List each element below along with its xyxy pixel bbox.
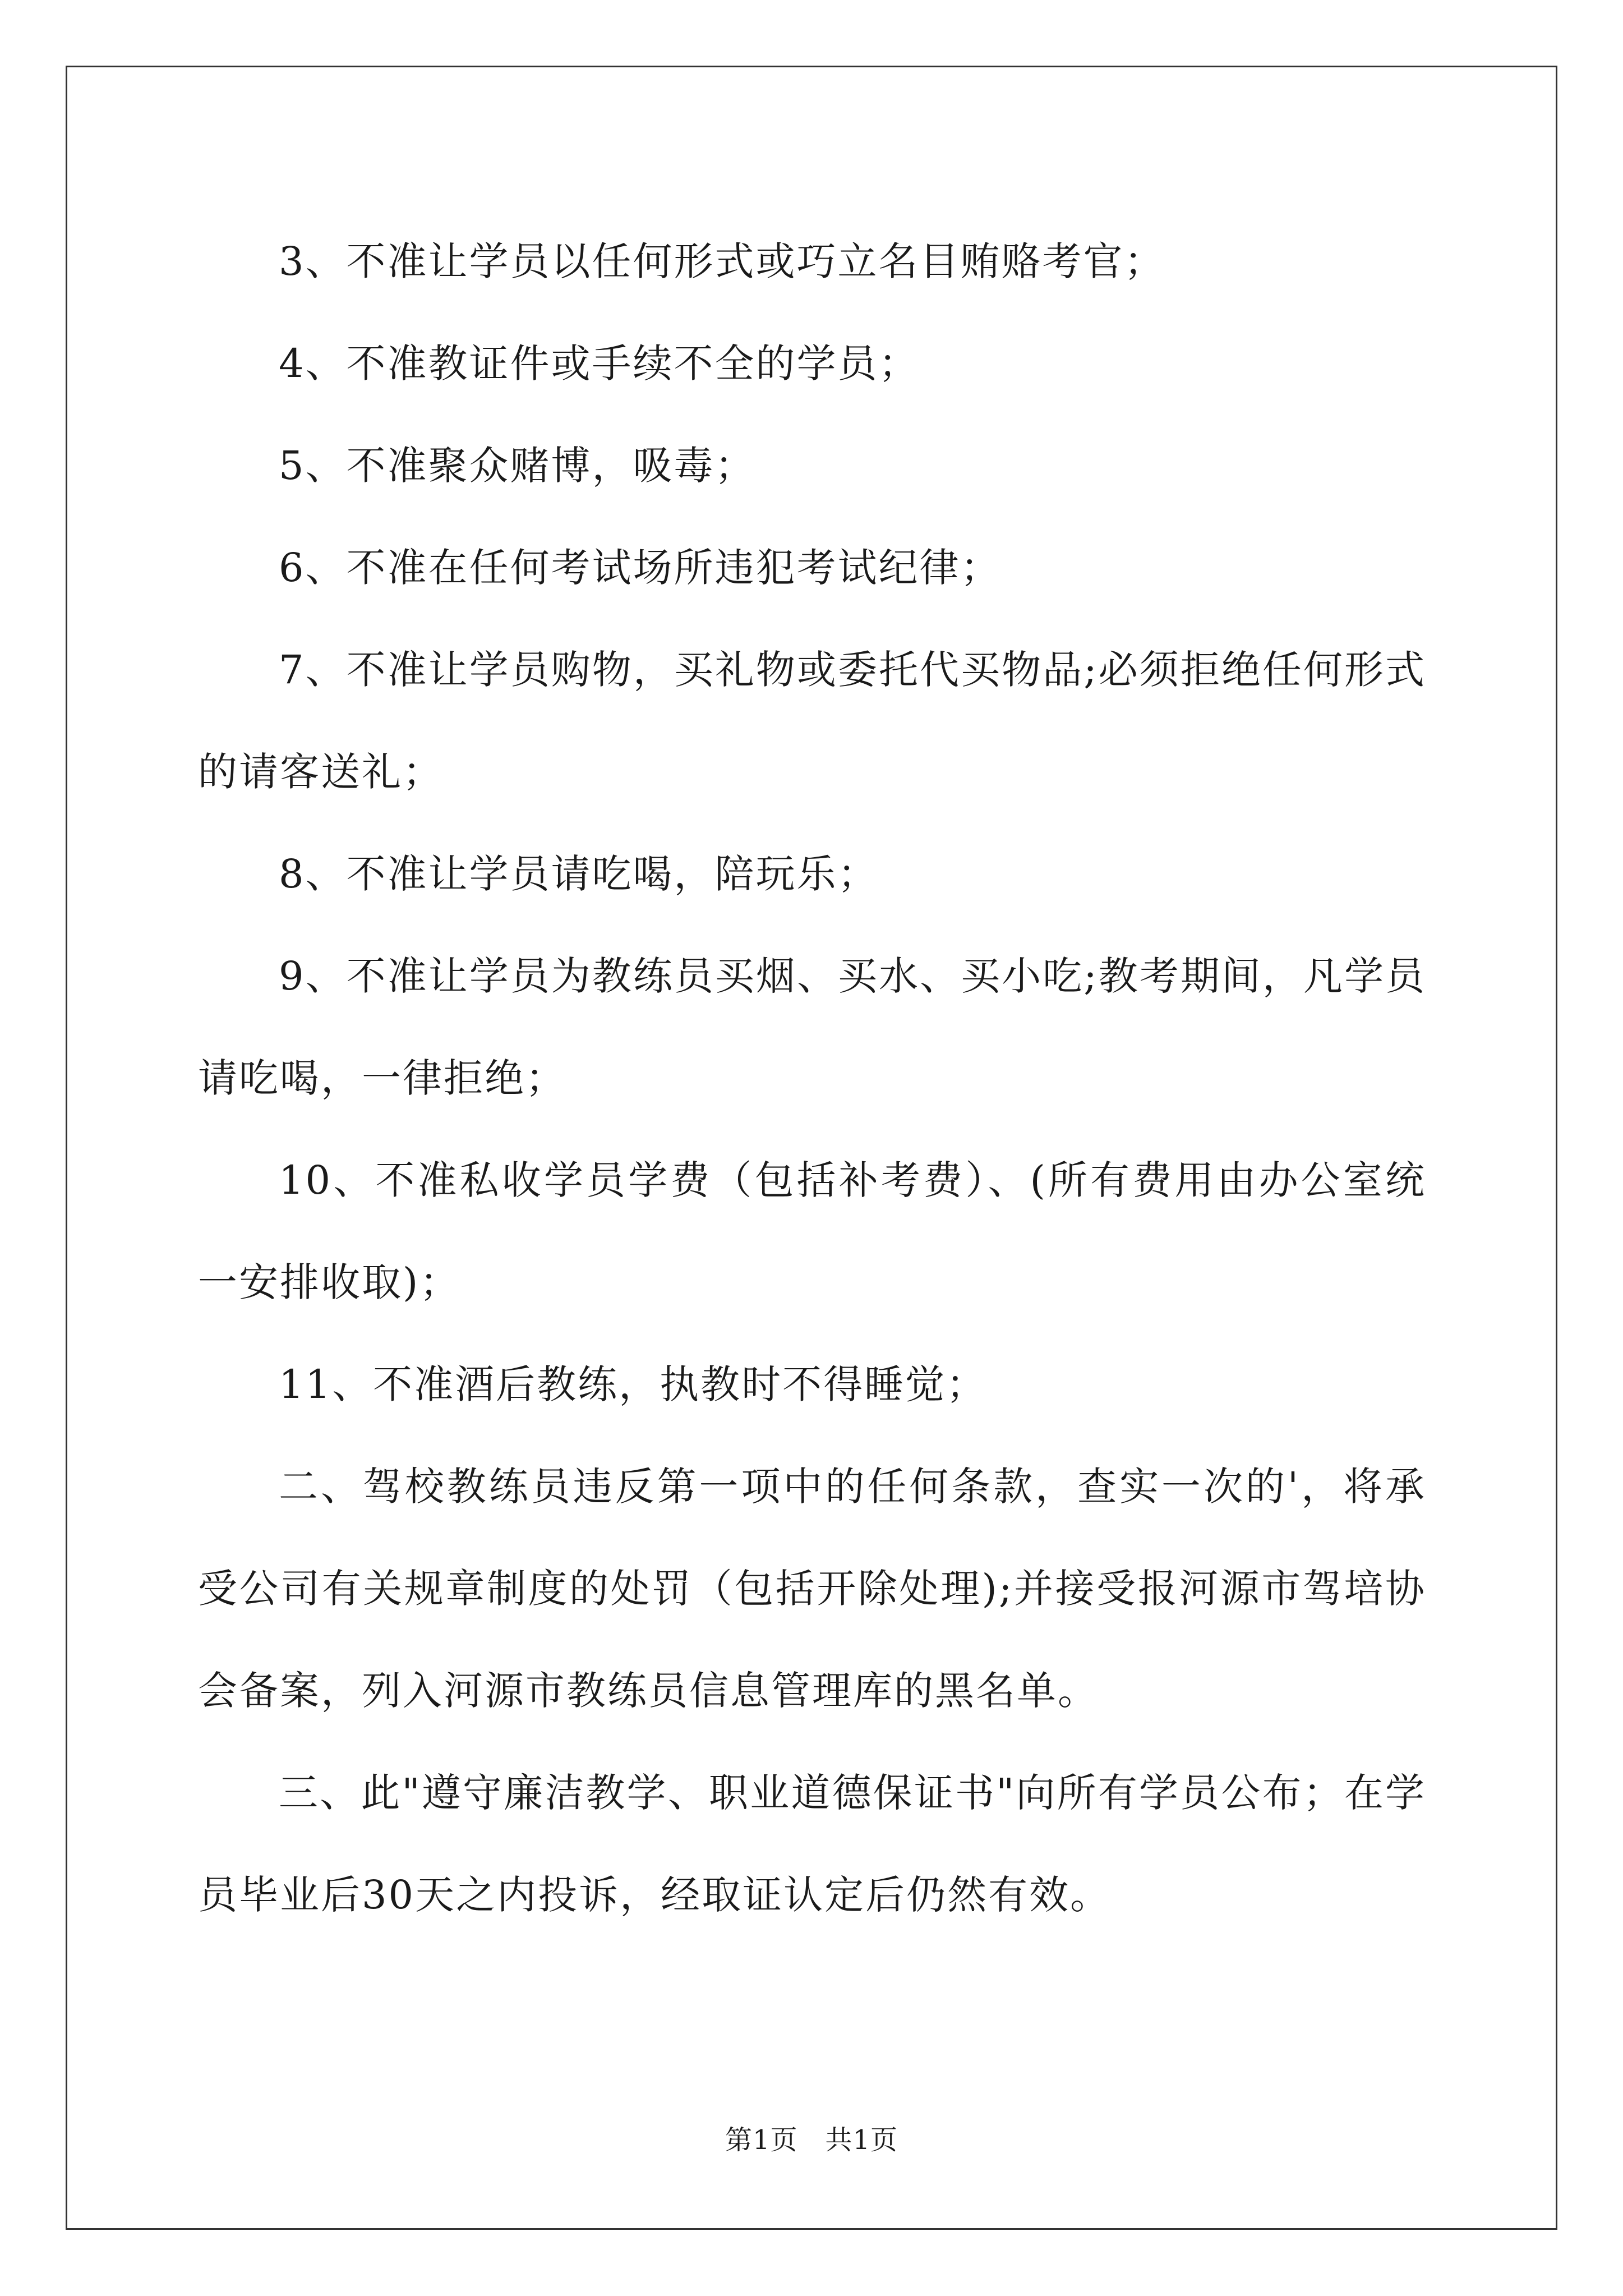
paragraph-item-10: 10、不准私收学员学费（包括补考费）、(所有费用由办公室统一安排收取)； xyxy=(198,1157,1426,1305)
page-footer: 第1页 共1页 xyxy=(725,2124,898,2156)
paragraph-item-7: 7、不准让学员购物，买礼物或委托代买物品;必须拒绝任何形式的请客送礼； xyxy=(198,647,1426,795)
document-body xyxy=(198,210,1426,1946)
paragraph-section-3: 三、此"遵守廉洁教学、职业道德保证书"向所有学员公布；在学员毕业后30天之内投诉，经取证认定后仍然有效。 xyxy=(198,1770,1426,1918)
paragraph-item-6: 6、不准在任何考试场所违犯考试纪律； xyxy=(279,545,1002,591)
paragraph-item-5: 5、不准聚众赌博，吸毒； xyxy=(279,443,756,489)
paragraph-item-3: 3、不准让学员以任何形式或巧立名目贿赂考官； xyxy=(279,238,1165,284)
paragraph-section-2: 二、驾校教练员违反第一项中的任何条款，查实一次的'，将承受公司有关规章制度的处罚（包括开除处理);并接受报河源市驾培协会备案，列入河源市教练员信息管理库的黑名单。 xyxy=(198,1464,1426,1714)
paragraph-item-9: 9、不准让学员为教练员买烟、买水、买小吃;教考期间，凡学员请吃喝，一律拒绝； xyxy=(198,953,1426,1101)
paragraph-item-4: 4、不准教证件或手续不全的学员； xyxy=(279,341,920,386)
paragraph-item-8: 8、不准让学员请吃喝，陪玩乐； xyxy=(279,851,879,897)
paragraph-item-11: 11、不准酒后教练，执教时不得睡觉； xyxy=(279,1361,988,1407)
